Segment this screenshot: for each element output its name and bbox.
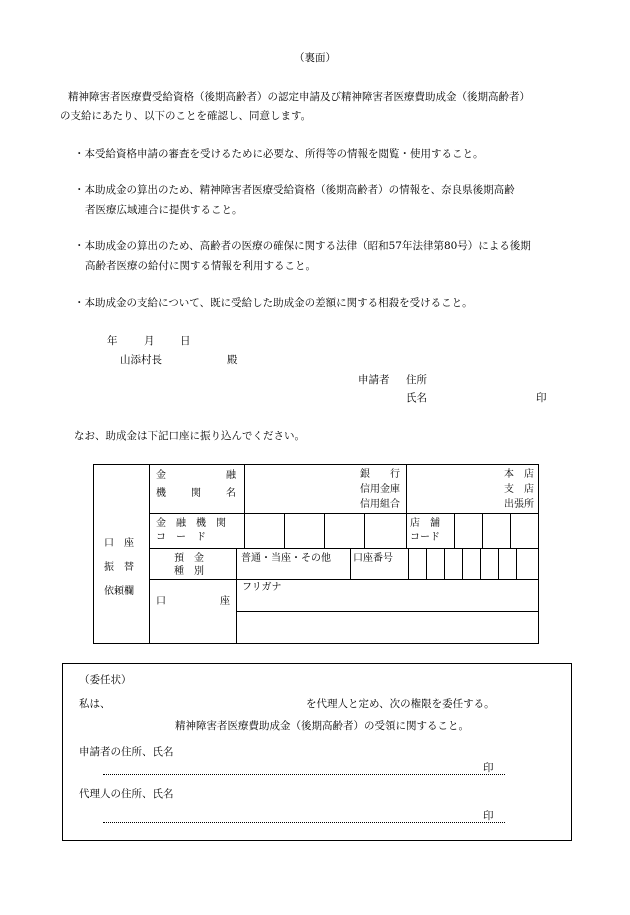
account-number-label: 口座番号 (353, 553, 393, 564)
branch-type-office: 出張所 (504, 499, 534, 510)
inst-char-4: 関 (191, 488, 201, 499)
addressee-name: 山添村長 (120, 354, 162, 366)
inst-char-5: 名 (226, 488, 236, 499)
holder-char-2: 座 (220, 596, 230, 607)
addressee-honorific: 殿 (227, 354, 238, 366)
delegation-line-prefix: 私は、 (79, 698, 111, 710)
bank-type-shinkin: 信用金庫 (360, 484, 400, 495)
delegation-scope: 精神障害者医療費助成金（後期高齢者）の受領に関すること。 (175, 720, 469, 732)
date-year-label: 年 (107, 335, 118, 347)
consent-item-2: ・本助成金の算出のため、精神障害者医療受給資格（後期高齢者）の情報を、奈良県後期高齢 (74, 184, 515, 196)
institution-name-label (156, 467, 236, 503)
holder-char-1: 口 (156, 596, 166, 607)
page-heading: （裏面） (294, 52, 336, 64)
delegation-title: （委任状） (79, 674, 132, 686)
bank-account-table (93, 464, 539, 644)
deposit-type-options: 普通・当座・その他 (241, 553, 331, 564)
consent-item-2-cont: 者医療広域連合に提供すること。 (85, 204, 243, 216)
deposit-line-2: 種 別 (174, 566, 204, 577)
branch-type-head: 本 店 (504, 469, 534, 480)
side-label-1: 口 座 (104, 538, 134, 549)
inst-char-2: 融 (226, 470, 236, 481)
deposit-line-1: 預 金 (174, 553, 204, 564)
branch-code-label (410, 517, 440, 545)
bank-transfer-note: なお、助成金は下記口座に振り込んでください。 (74, 430, 305, 442)
bank-type-kumiai: 信用組合 (360, 499, 400, 510)
delegation-applicant-label: 申請者の住所、氏名 (79, 746, 174, 758)
account-holder-label (156, 596, 230, 609)
delegation-box (62, 663, 572, 841)
inst-char-1: 金 (156, 470, 166, 481)
side-label-2: 振 替 (104, 562, 134, 573)
side-label-3: 依頼欄 (104, 586, 134, 597)
intro-line-1: 精神障害者医療費受給資格（後期高齢者）の認定申請及び精神障害者医療費助成金（後期高齢者） (68, 91, 530, 103)
inst-char-3: 機 (156, 488, 166, 499)
inst-code-line-1: 金 融 機 関 (156, 518, 226, 529)
bank-type-options (324, 467, 400, 512)
applicant-label: 申請者 (358, 374, 390, 386)
applicant-address-label: 住所 (406, 374, 427, 386)
date-day-label: 日 (180, 335, 191, 347)
applicant-seal: 印 (483, 762, 494, 774)
agent-signature-line (103, 822, 505, 823)
branch-type-options (454, 467, 534, 512)
consent-item-4: ・本助成金の支給について、既に受給した助成金の差額に関する相殺を受けること。 (74, 297, 473, 309)
inst-code-line-2: コ ー ド (156, 532, 206, 543)
applicant-signature-line (103, 774, 505, 775)
branch-type-branch: 支 店 (504, 484, 534, 495)
date-month-label: 月 (144, 335, 155, 347)
consent-item-3: ・本助成金の算出のため、高齢者の医療の確保に関する法律（昭和57年法律第80号）による後期 (74, 240, 531, 252)
applicant-name-label: 氏名 (406, 392, 427, 404)
institution-code-label (156, 517, 226, 545)
deposit-type-label (174, 552, 204, 578)
intro-line-2: の支給にあたり、以下のことを確認し、同意します。 (60, 110, 312, 122)
delegation-line-suffix: を代理人と定め、次の権限を委任する。 (306, 698, 495, 710)
consent-item-3-cont: 高齢者医療の給付に関する情報を利用すること。 (85, 260, 316, 272)
agent-seal: 印 (483, 810, 494, 822)
account-transfer-request-label (104, 532, 134, 604)
bank-type-bank: 銀 行 (360, 469, 400, 480)
consent-item-1: ・本受給資格申請の審査を受けるために必要な、所得等の情報を閲覧・使用すること。 (74, 148, 484, 160)
branch-code-line-1: 店 舗 (410, 518, 440, 529)
delegation-agent-label: 代理人の住所、氏名 (79, 788, 174, 800)
furigana-label: フリガナ (242, 582, 282, 593)
applicant-seal-mark: 印 (536, 392, 547, 404)
branch-code-line-2: コード (410, 532, 440, 543)
